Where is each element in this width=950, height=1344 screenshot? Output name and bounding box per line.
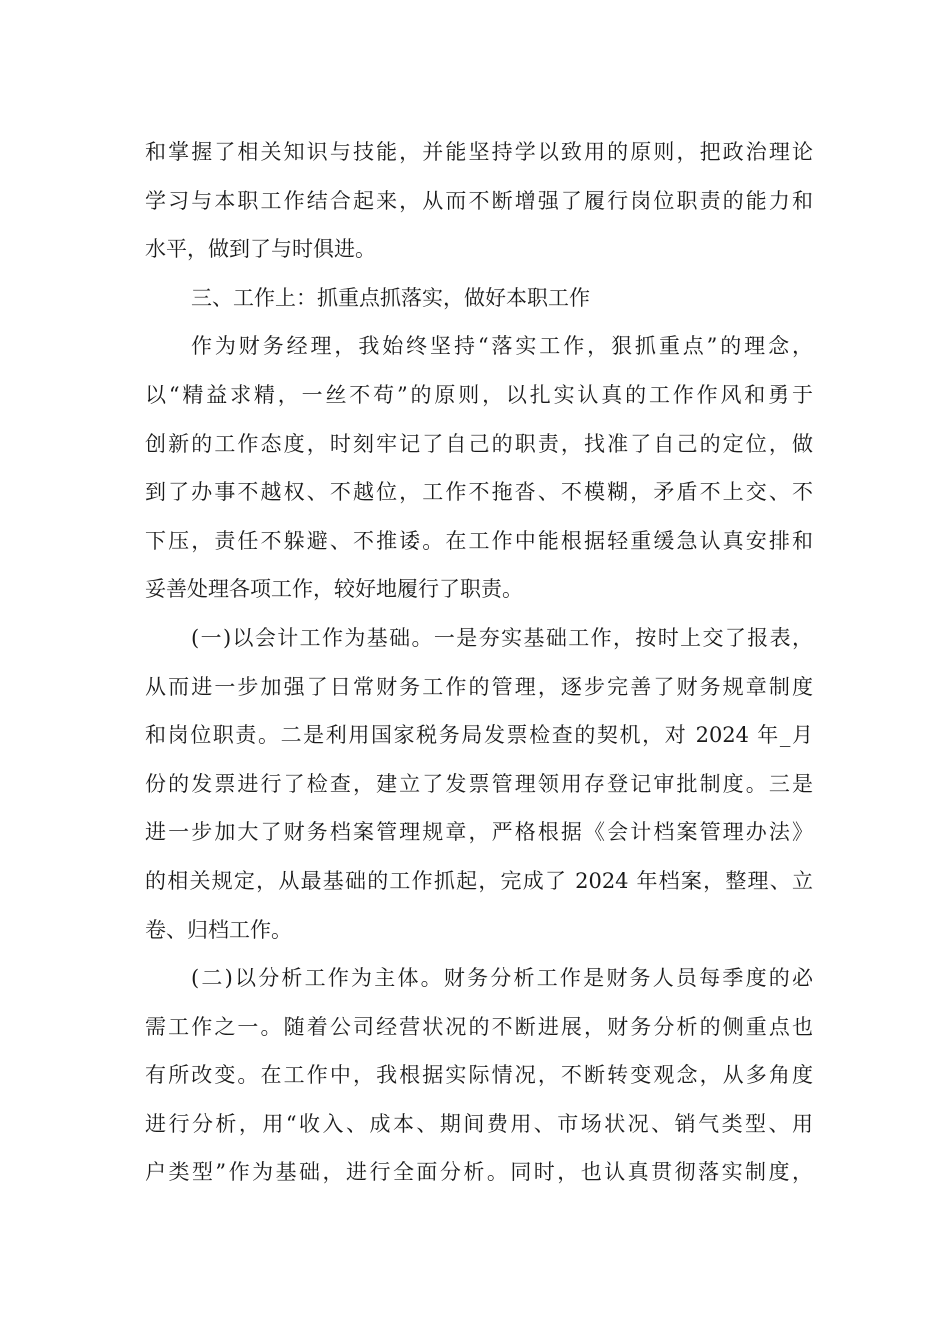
text-line: 卷、归档工作。 xyxy=(145,917,292,942)
paragraph-first-line: 作为财务经理，我始终坚持“落实工作，狠抓重点”的理念， xyxy=(191,334,813,359)
paragraph-first-line: (二)以分析工作为主体。财务分析工作是财务人员每季度的必 xyxy=(191,966,813,991)
paragraph-first-line: (一)以会计工作为基础。一是夯实基础工作，按时上交了报表， xyxy=(191,625,813,650)
text-line: 份的发票进行了检查，建立了发票管理领用存登记审批制度。三是 xyxy=(145,771,813,796)
document-body xyxy=(145,128,813,1197)
text-line: 有所改变。在工作中，我根据实际情况，不断转变观念，从多角度 xyxy=(145,1063,813,1088)
text-line: 进一步加大了财务档案管理规章，严格根据《会计档案管理办法》 xyxy=(145,820,813,845)
text-line: 水平，做到了与时俱进。 xyxy=(145,237,376,262)
text-line: 下压，责任不躲避、不推诿。在工作中能根据轻重缓急认真安排和 xyxy=(145,528,813,553)
text-line: 户类型”作为基础，进行全面分析。同时，也认真贯彻落实制度， xyxy=(145,1160,813,1185)
text-line: 的相关规定，从最基础的工作抓起，完成了 2024 年档案，整理、立 xyxy=(145,868,813,893)
text-line: 和掌握了相关知识与技能，并能坚持学以致用的原则，把政治理论 xyxy=(145,140,813,164)
text-line: 创新的工作态度，时刻牢记了自己的职责，找准了自己的定位，做 xyxy=(145,431,813,456)
text-line: 进行分析，用“收入、成本、期间费用、市场状况、销气类型、用 xyxy=(145,1111,813,1136)
text-line: 和岗位职责。二是利用国家税务局发票检查的契机，对 2024 年_月 xyxy=(145,723,813,748)
paragraph-first-line: 三、工作上：抓重点抓落实，做好本职工作 xyxy=(191,285,590,310)
text-line: 到了办事不越权、不越位，工作不拖沓、不模糊，矛盾不上交、不 xyxy=(145,480,813,505)
text-line: 学习与本职工作结合起来，从而不断增强了履行岗位职责的能力和 xyxy=(145,188,813,213)
text-line: 从而进一步加强了日常财务工作的管理，逐步完善了财务规章制度 xyxy=(145,674,813,699)
text-line: 妥善处理各项工作，较好地履行了职责。 xyxy=(145,577,523,602)
text-line: 以“精益求精，一丝不苟”的原则，以扎实认真的工作作风和勇于 xyxy=(145,382,813,407)
text-line: 需工作之一。随着公司经营状况的不断进展，财务分析的侧重点也 xyxy=(145,1014,813,1039)
